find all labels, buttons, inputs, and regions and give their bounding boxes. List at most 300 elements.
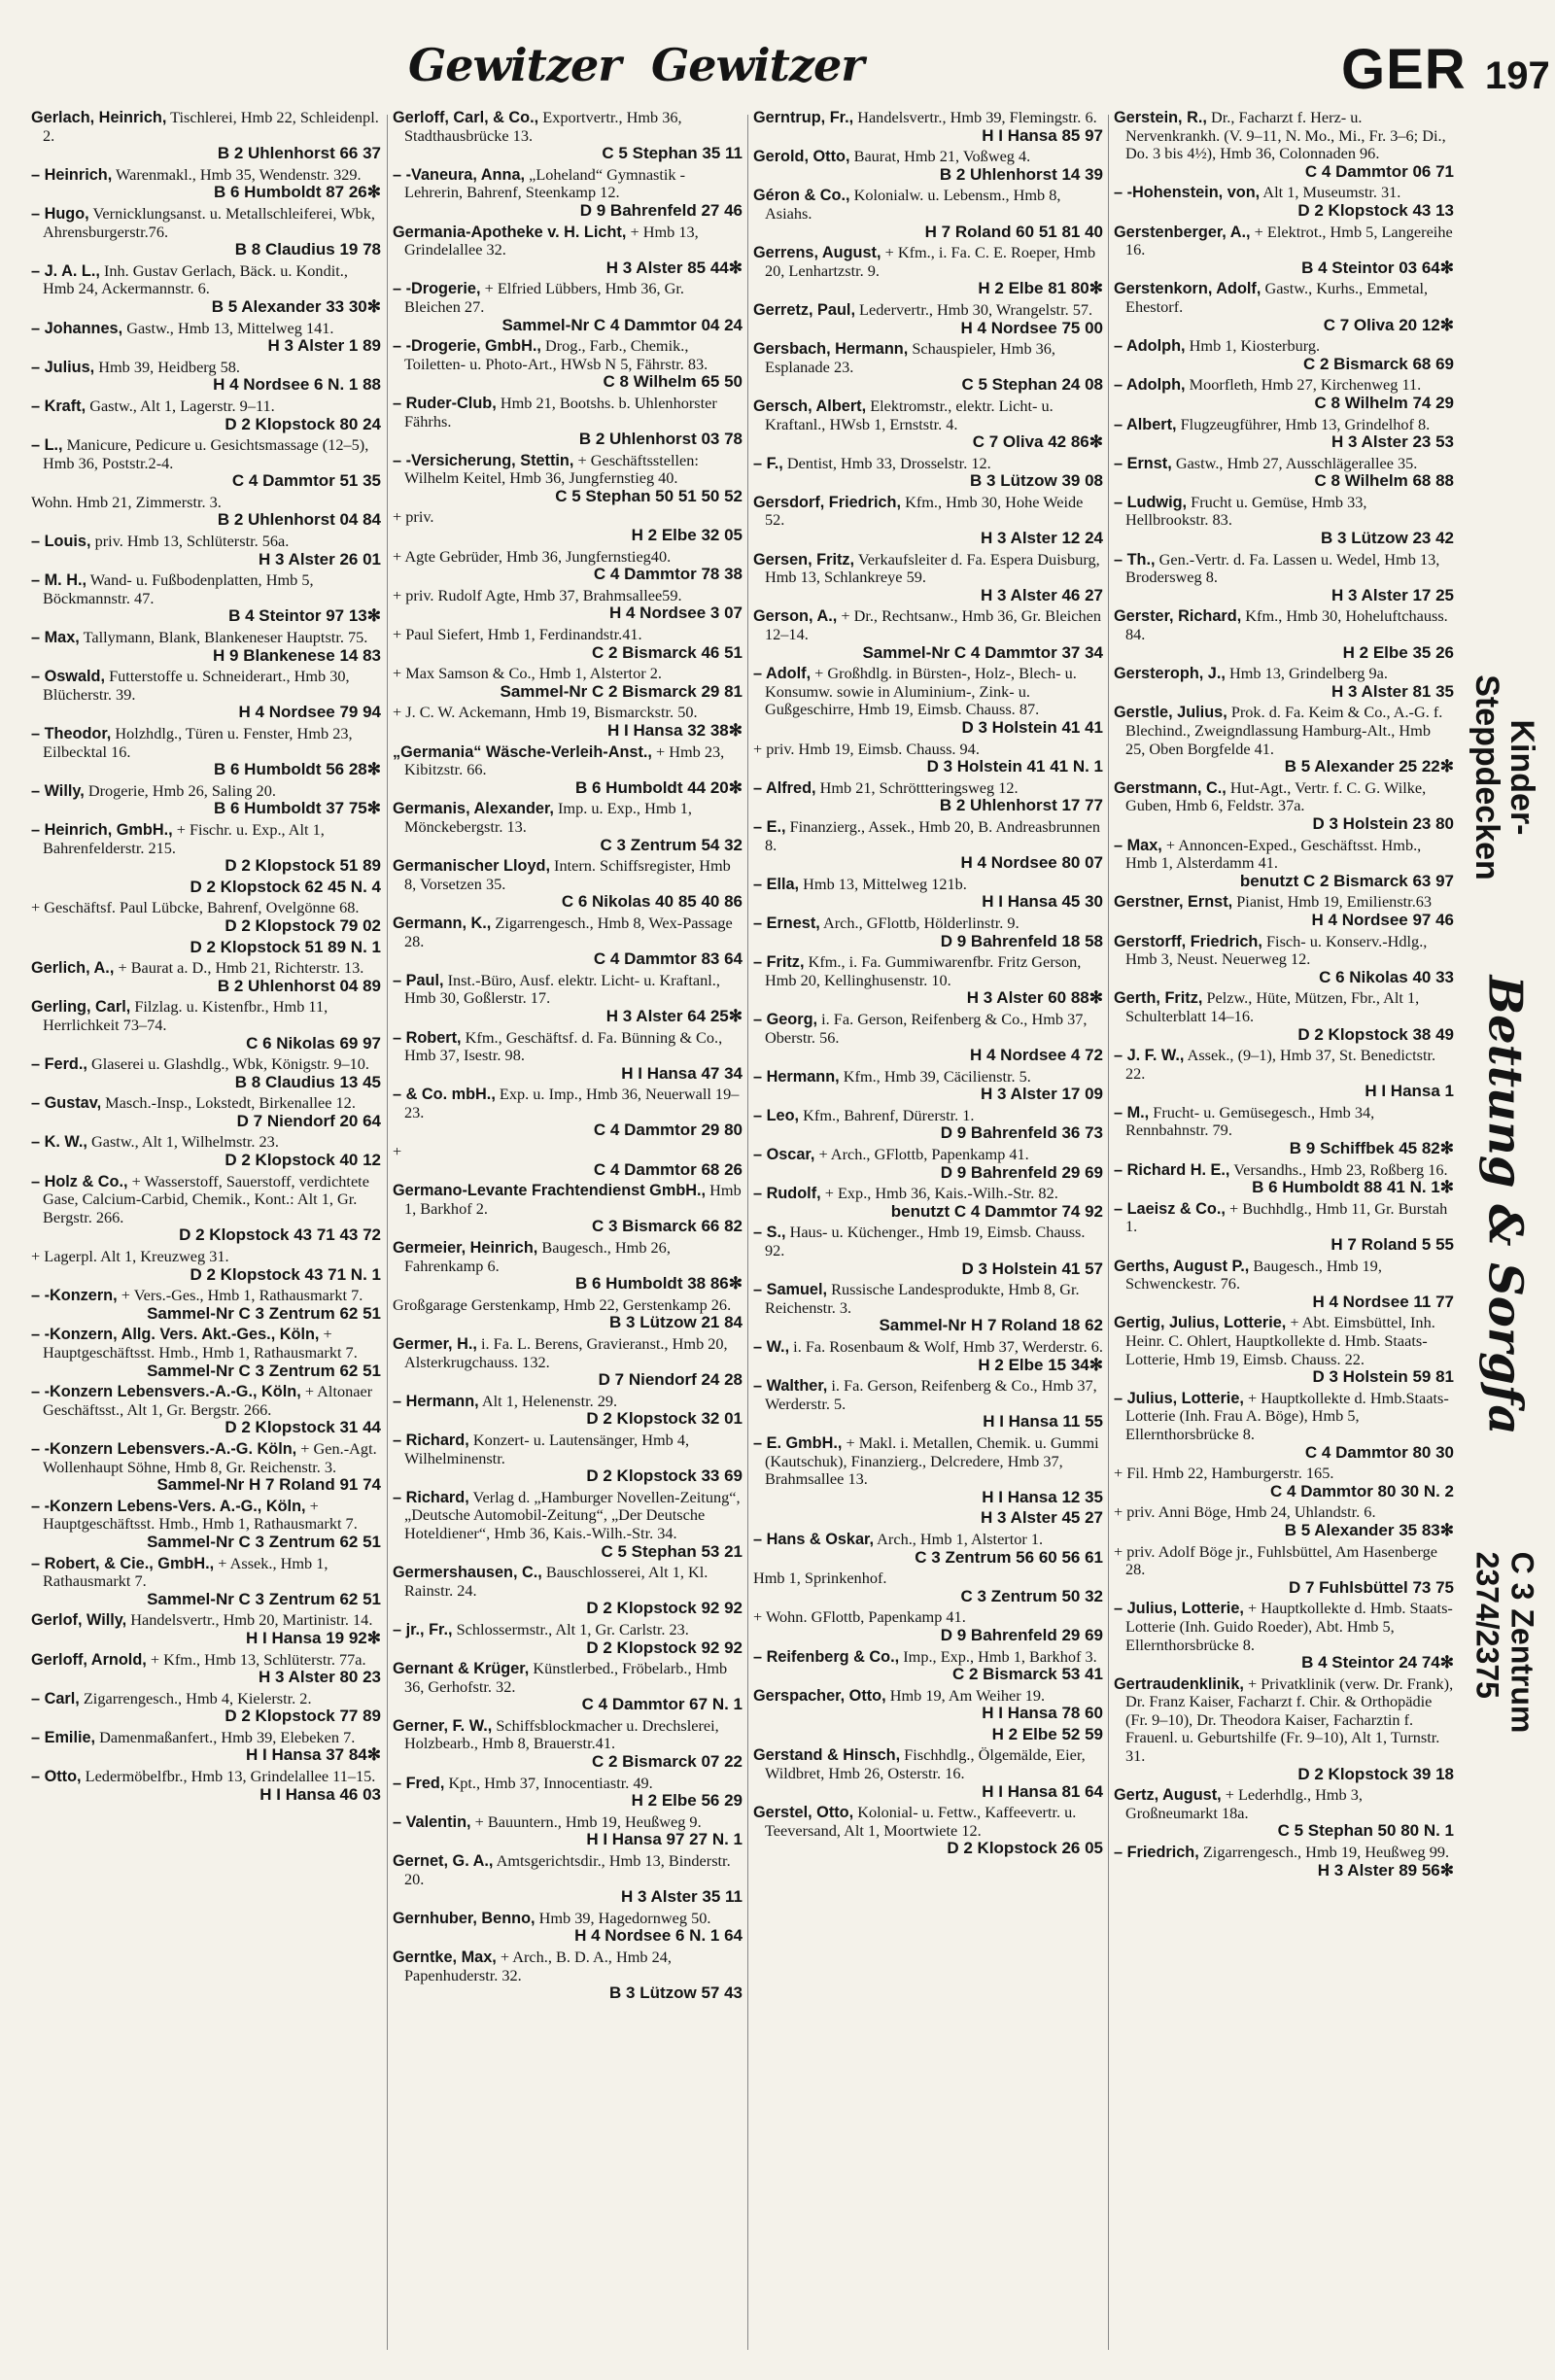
directory-entry xyxy=(753,148,1103,184)
directory-entry xyxy=(753,1509,1103,1528)
entry-text: Alt 1, Museumstr. 31. xyxy=(1262,183,1401,202)
directory-entry xyxy=(1114,933,1454,987)
entry-phone: H 2 Elbe 52 59 xyxy=(991,1724,1103,1743)
entry-name: – Johannes, xyxy=(31,319,123,337)
directory-entry xyxy=(393,704,743,740)
column-1 xyxy=(31,109,381,2363)
entry-text: Glaserei u. Glashdlg., Wbk, Königstr. 9–10. xyxy=(91,1054,369,1074)
directory-entry xyxy=(31,533,381,569)
entry-name: – Adolf, xyxy=(753,665,812,683)
entry-phone: D 3 Holstein 41 41 xyxy=(961,718,1103,737)
entry-text: + Arch., B. D. A., Hmb 24, Papenhuderstr. 32. xyxy=(404,1948,672,1984)
directory-entry xyxy=(31,1094,381,1130)
entry-phone: D 2 Klopstock 43 71 43 72 xyxy=(179,1225,381,1245)
entry-phone: D 7 Niendorf 20 64 xyxy=(236,1111,381,1130)
entry-phone: H I Hansa 45 30 xyxy=(982,892,1103,912)
entry-phone: B 2 Uhlenhorst 03 78 xyxy=(578,430,743,449)
entry-phone: B 4 Steintor 24 74✻ xyxy=(1301,1653,1454,1673)
entry-phone: D 7 Niendorf 24 28 xyxy=(598,1370,743,1390)
entry-text: + xyxy=(393,1142,402,1161)
entry-phone: C 8 Wilhelm 65 50 xyxy=(603,372,743,392)
entry-name: – -Konzern Lebensvers.-A.-G., Köln, xyxy=(31,1383,301,1401)
entry-name: – Georg, xyxy=(753,1010,818,1028)
entry-phone: B 4 Steintor 97 13✻ xyxy=(228,606,381,626)
directory-entry xyxy=(31,782,381,818)
entry-name: – Heinrich, GmbH., xyxy=(31,820,173,839)
entry-text: + Elektrot., Hmb 5, Langereihe 16. xyxy=(1125,222,1453,259)
entry-text: Moorfleth, Hmb 27, Kirchenweg 11. xyxy=(1189,375,1422,395)
entry-text: Zigarrengesch., Hmb 19, Heußweg 99. xyxy=(1202,1843,1450,1862)
entry-phone: B 3 Lützow 39 08 xyxy=(970,471,1103,491)
entry-name: – Kraft, xyxy=(31,397,86,415)
entry-text: Handelsvertr., Hmb 20, Martinistr. 14. xyxy=(130,1610,373,1630)
entry-name: – Max, xyxy=(1114,836,1162,854)
directory-entry xyxy=(1114,704,1454,776)
entry-phone: D 2 Klopstock 51 89 xyxy=(225,856,381,876)
entry-text: Flugzeugführer, Hmb 13, Grindelhof 8. xyxy=(1180,414,1431,433)
entry-name: – -Konzern, Allg. Vers. Akt.-Ges., Köln, xyxy=(31,1326,320,1344)
entry-phone: D 9 Bahrenfeld 29 69 xyxy=(940,1162,1103,1182)
entry-name: – Julius, Lotterie, xyxy=(1114,1389,1244,1407)
entry-phone: B 6 Humboldt 37 75✻ xyxy=(213,799,381,818)
entry-phone: D 9 Bahrenfeld 27 46 xyxy=(579,200,743,220)
entry-name: – Samuel, xyxy=(753,1281,828,1299)
entry-name: Gerstel, Otto, xyxy=(753,1804,854,1822)
entry-phone: C 8 Wilhelm 68 88 xyxy=(1314,471,1454,491)
directory-entry xyxy=(31,1133,381,1169)
directory-entry xyxy=(31,1555,381,1609)
entry-name: Gerntrup, Fr., xyxy=(753,109,854,126)
directory-entry xyxy=(753,187,1103,241)
entry-phone: D 2 Klopstock 80 24 xyxy=(225,414,381,433)
entry-phone: C 3 Zentrum 54 32 xyxy=(600,835,743,854)
entry-text: + priv. Adolf Böge jr., Fuhlsbüttel, Am Hasenberge 28. xyxy=(1114,1541,1437,1579)
directory-entry xyxy=(1114,280,1454,334)
directory-entry xyxy=(31,1326,381,1380)
entry-phone: B 2 Uhlenhorst 14 39 xyxy=(939,164,1103,184)
entry-text: + Agte Gebrüder, Hmb 36, Jungfernstieg40. xyxy=(393,546,672,566)
entry-phone: C 4 Dammtor 51 35 xyxy=(231,471,381,491)
entry-phone: H 7 Roland 5 55 xyxy=(1330,1235,1454,1255)
entry-name: – Ella, xyxy=(753,875,800,893)
directory-entry xyxy=(31,109,381,163)
entry-text: Verlag d. „Hamburger Novellen-Zeitung“, „Deutsche Automobil-Zeitung“, „Der Deutsche Hoteldiener“, Hmb 36, Kais.-Wilh.-Str. 34. xyxy=(404,1487,741,1542)
entry-text: + Altonaer Geschäftsst., Alt 1, Gr. Bergstr. 266. xyxy=(43,1382,373,1419)
entry-text: i. Fa. Gerson, Reifenberg & Co., Hmb 37, Werderstr. 5. xyxy=(765,1376,1097,1413)
entry-name: Gerrens, August, xyxy=(753,244,881,262)
entry-phone: B 5 Alexander 35 83✻ xyxy=(1284,1520,1454,1539)
entry-text: Filzlag. u. Kistenfbr., Hmb 11, Herrlichkeit 73–74. xyxy=(43,997,328,1034)
entry-text: + priv. xyxy=(393,507,434,527)
entry-text: Kfm., Hmb 30, Hoheluftchauss. 84. xyxy=(1125,606,1448,644)
entry-phone: B 5 Alexander 25 22✻ xyxy=(1284,757,1454,776)
entry-phone: H 3 Alster 64 25✻ xyxy=(605,1006,743,1025)
entry-phone: B 2 Uhlenhorst 17 77 xyxy=(939,796,1103,815)
entry-text: + Gen.-Agt. Wollenhaupt Söhne, Hmb 8, Gr. Reichenstr. 3. xyxy=(43,1438,377,1476)
directory-entry xyxy=(753,1011,1103,1065)
entry-text: Versandhs., Hmb 23, Roßberg 16. xyxy=(1233,1159,1448,1179)
page-number: 197 xyxy=(1485,54,1550,97)
directory-entry xyxy=(393,1775,743,1811)
entry-name: – Laeisz & Co., xyxy=(1114,1199,1226,1218)
directory-entry xyxy=(31,668,381,722)
entry-phone: C 3 Zentrum 56 60 56 61 xyxy=(915,1547,1103,1567)
entry-text: Ledermöbelfbr., Hmb 13, Grindelallee 11–15. xyxy=(85,1767,376,1786)
entry-phone: C 4 Dammtor 83 64 xyxy=(593,949,743,969)
entry-text: Fisch- u. Konserv.-Hdlg., Hmb 3, Neust. Neuerweg 12. xyxy=(1125,931,1428,969)
entry-name: – K. W., xyxy=(31,1133,87,1152)
entry-name: „Germania“ Wäsche-Verleih-Anst., xyxy=(393,742,652,761)
entry-text: Imp., Exp., Hmb 1, Barkhof 3. xyxy=(903,1646,1097,1666)
entry-phone: H 3 Alster 45 27 xyxy=(981,1508,1103,1528)
directory-entry xyxy=(753,301,1103,337)
entry-name: – Valentin, xyxy=(393,1812,471,1831)
directory-entry xyxy=(393,1621,743,1657)
directory-entry xyxy=(393,1660,743,1714)
running-head-right: Gewitzer xyxy=(651,39,864,91)
entry-text: + Hauptkollekte d. Hmb.Staats-Lotterie (Inh. Frau A. Böge), Hmb 5, Ellernthorsbrücke 8. xyxy=(1125,1388,1449,1443)
entry-phone: C 6 Nikolas 69 97 xyxy=(246,1033,381,1052)
sidebar-ad-kinder xyxy=(1468,622,1541,933)
entry-phone: H 3 Alster 89 56✻ xyxy=(1317,1860,1454,1880)
entry-text: Kpt., Hmb 37, Innocentiastr. 49. xyxy=(448,1773,653,1792)
entry-text: Gastw., Alt 1, Lagerstr. 9–11. xyxy=(89,396,275,415)
entry-name: – Hermann, xyxy=(393,1392,479,1410)
entry-text: Hmb 21, Bootshs. b. Uhlenhorster Fährhs. xyxy=(404,393,717,431)
entry-name: Germania-Apotheke v. H. Licht, xyxy=(393,223,627,241)
directory-entry xyxy=(1114,1465,1454,1500)
entry-text: Zigarrengesch., Hmb 8, Wex-Passage 28. xyxy=(404,913,733,950)
directory-entry xyxy=(1114,1600,1454,1672)
entry-name: Gerntke, Max, xyxy=(393,1949,497,1966)
entry-text: Gastw., Hmb 27, Ausschlägerallee 35. xyxy=(1175,453,1418,472)
directory-entry xyxy=(393,1143,743,1179)
entry-text: + Paul Siefert, Hmb 1, Ferdinandstr.41. xyxy=(393,625,642,644)
entry-phone: C 6 Nikolas 40 33 xyxy=(1319,967,1454,986)
entry-phone: H I Hansa 12 35 xyxy=(982,1487,1103,1506)
entry-phone: C 4 Dammtor 78 38 xyxy=(593,565,743,584)
entry-phone: Sammel-Nr C 4 Dammtor 37 34 xyxy=(862,642,1103,662)
entry-name: – Fritz, xyxy=(753,953,805,972)
directory-entry xyxy=(753,779,1103,815)
entry-name: Gersdorf, Friedrich, xyxy=(753,493,901,511)
directory-entry xyxy=(393,1296,743,1332)
entry-name: – Reifenberg & Co., xyxy=(753,1647,900,1666)
entry-phone: H 2 Elbe 56 29 xyxy=(631,1791,743,1811)
directory-entry xyxy=(1114,1675,1454,1784)
directory-entry xyxy=(393,914,743,969)
directory-entry xyxy=(31,1729,381,1765)
entry-name: Gerold, Otto, xyxy=(753,148,850,166)
entry-name: – J. A. L., xyxy=(31,261,100,280)
entry-phone: D 2 Klopstock 32 01 xyxy=(586,1409,743,1429)
entry-text: + Kfm., i. Fa. C. E. Roeper, Hmb 20, Lenhartzstr. 9. xyxy=(765,243,1096,280)
column-rule xyxy=(1108,115,1109,2350)
directory-entry xyxy=(1114,893,1454,929)
entry-phone: H I Hansa 47 34 xyxy=(621,1063,743,1083)
directory-entry xyxy=(1114,109,1454,181)
entry-phone: D 3 Holstein 41 57 xyxy=(961,1259,1103,1278)
entry-text: Fischhdlg., Ölgemälde, Eier, Wildbret, Hmb 26, Osterstr. 16. xyxy=(765,1745,1086,1783)
entry-phone: H 3 Alster 46 27 xyxy=(981,585,1103,604)
entry-phone: H 7 Roland 60 51 81 40 xyxy=(924,222,1103,241)
entry-text: Amtsgerichtsdir., Hmb 13, Binderstr. 20. xyxy=(404,1851,731,1888)
entry-name: Germann, K., xyxy=(393,914,492,932)
directory-entry xyxy=(753,397,1103,452)
directory-entry xyxy=(753,818,1103,873)
entry-text: + Fischr. u. Exp., Alt 1, Bahrenfelderstr. 215. xyxy=(43,819,325,857)
entry-phone: C 4 Dammtor 80 30 xyxy=(1304,1442,1454,1462)
directory-entry xyxy=(393,1335,743,1390)
directory-entry xyxy=(393,1489,743,1561)
entry-name: – Hans & Oskar, xyxy=(753,1530,874,1548)
entry-phone: C 2 Bismarck 46 51 xyxy=(592,642,743,662)
directory-entry xyxy=(1114,1314,1454,1386)
directory-entry xyxy=(753,1185,1103,1221)
entry-text: „Loheland“ Gymnastik - Lehrerin, Bahrenf, Steenkamp 12. xyxy=(404,164,686,202)
directory-entry xyxy=(31,899,381,935)
directory-entry xyxy=(31,1383,381,1437)
entry-phone: C 5 Stephan 24 08 xyxy=(961,375,1103,395)
entry-text: Gastw., Kurhs., Emmetal, Ehestorf. xyxy=(1125,279,1429,316)
entry-text: Baugesch., Hmb 19, Schwenckestr. 76. xyxy=(1125,1256,1382,1293)
entry-phone: D 2 Klopstock 33 69 xyxy=(586,1466,743,1486)
entry-name: – -Versicherung, Stettin, xyxy=(393,451,574,469)
entry-text: Gen.-Vertr. d. Fa. Lassen u. Wedel, Hmb 13, Brodersweg 8. xyxy=(1125,549,1440,587)
entry-phone: H 4 Nordsee 97 46 xyxy=(1311,910,1454,929)
entry-phone: C 2 Bismarck 53 41 xyxy=(952,1665,1103,1684)
directory-entry xyxy=(31,1498,381,1552)
entry-text: Manicure, Pedicure u. Gesichtsmassage (12–5), Hmb 36, Poststr.2-4. xyxy=(43,435,369,472)
directory-entry xyxy=(1114,224,1454,278)
entry-name: Gerth, Fritz, xyxy=(1114,989,1203,1008)
entry-text: Damenmaßanfert., Hmb 39, Elebeken 7. xyxy=(99,1727,356,1746)
directory-entry xyxy=(753,1377,1103,1431)
entry-text: Kfm., Hmb 30, Hohe Weide 52. xyxy=(765,492,1084,530)
entry-phone: C 4 Dammtor 67 N. 1 xyxy=(581,1695,743,1714)
entry-phone: B 3 Lützow 57 43 xyxy=(609,1983,743,2003)
entry-phone: B 6 Humboldt 87 26✻ xyxy=(213,183,381,202)
directory-entry xyxy=(31,205,381,259)
entry-name: Gerstand & Hinsch, xyxy=(753,1746,901,1765)
directory-entry xyxy=(31,1248,381,1284)
column-rule xyxy=(387,115,388,2350)
entry-name: – Gustav, xyxy=(31,1094,102,1113)
column-4 xyxy=(1114,109,1454,2363)
entry-text: + Makl. i. Metallen, Chemik. u. Gummi (Kautschuk), Finanzierg., Delcredere, Hmb 37, Brahmsallee 13. xyxy=(765,1432,1099,1489)
entry-text: i. Fa. Rosenbaum & Wolf, Hmb 37, Werderstr. 6. xyxy=(793,1337,1103,1356)
entry-name: – Leo, xyxy=(753,1106,800,1124)
directory-entry xyxy=(31,959,381,995)
entry-name: – Friedrich, xyxy=(1114,1844,1199,1862)
directory-entry xyxy=(393,224,743,278)
entry-phone: C 2 Bismarck 68 69 xyxy=(1303,354,1454,373)
entry-phone: D 9 Bahrenfeld 18 58 xyxy=(940,931,1103,950)
entry-name: – Oswald, xyxy=(31,668,106,686)
entry-name: Gerlach, Heinrich, xyxy=(31,109,167,126)
entry-phone: H 9 Blankenese 14 83 xyxy=(213,645,381,665)
entry-text: Hmb 39, Hagedornweg 50. xyxy=(538,1908,711,1927)
entry-phone: D 2 Klopstock 43 13 xyxy=(1297,200,1454,220)
directory-entry xyxy=(31,320,381,356)
entry-text: Verkaufsleiter d. Fa. Espera Duisburg, Hmb 13, Schlankreye 59. xyxy=(765,549,1100,587)
entry-text: Drog., Farb., Chemik., Toiletten- u. Photo-Art., HWsb N 5, Fährstr. 83. xyxy=(404,336,708,373)
directory-entry xyxy=(31,821,381,876)
entry-text: + Hauptkollekte d. Hmb. Staats-Lotterie (Inh. Guido Roeder), Abt. Hmb 5, Ellernthorsbrücke 8. xyxy=(1125,1599,1453,1654)
entry-name: Gersbach, Hermann, xyxy=(753,340,909,359)
directory-entry xyxy=(753,494,1103,548)
entry-name: – Ruder-Club, xyxy=(393,394,497,412)
directory-entry xyxy=(31,1440,381,1495)
directory-entry xyxy=(31,571,381,626)
entry-phone: H I Hansa 81 64 xyxy=(982,1781,1103,1801)
entry-text: Warenmakl., Hmb 35, Wendenstr. 329. xyxy=(116,164,362,184)
entry-name: – J. F. W., xyxy=(1114,1047,1185,1065)
entry-phone: H 4 Nordsee 80 07 xyxy=(960,853,1103,873)
entry-phone: C 4 Dammtor 06 71 xyxy=(1304,161,1454,181)
entry-text: + Geschäftsf. Paul Lübcke, Bahrenf, Ovelgönne 68. xyxy=(31,898,360,917)
entry-phone: B 3 Lützow 23 42 xyxy=(1321,529,1454,548)
entry-phone: H 4 Nordsee 6 N. 1 88 xyxy=(213,375,381,395)
entry-phone: D 2 Klopstock 79 02 xyxy=(225,915,381,935)
directory-entry xyxy=(393,1910,743,1946)
directory-entry xyxy=(753,1068,1103,1104)
directory-entry xyxy=(31,998,381,1052)
sidebar-ad-bettung-text: Bettung & Sorgfa xyxy=(1477,975,1533,1435)
entry-name: Germer, H., xyxy=(393,1335,477,1353)
directory-entry xyxy=(393,587,743,623)
directory-entry xyxy=(753,1687,1103,1723)
directory-entry xyxy=(31,359,381,395)
directory-entry xyxy=(393,665,743,701)
entry-text: + Assek., Hmb 1, Rathausmarkt 7. xyxy=(43,1553,328,1591)
entry-text: Elektromstr., elektr. Licht- u. Kraftanl., HWsb 1, Ernststr. 4. xyxy=(765,396,1054,433)
entry-name: Germanischer Lloyd, xyxy=(393,857,550,876)
entry-text: + Wasserstoff, Sauerstoff, verdichtete Gase, Calcium-Carbid, Chemik., Kont.: Alt 1, Gr. Bergstr. 266. xyxy=(43,1171,369,1226)
directory-entry xyxy=(753,1338,1103,1374)
entry-phone: Sammel-Nr H 7 Roland 18 62 xyxy=(879,1316,1103,1335)
entry-name: Gerlof, Willy, xyxy=(31,1611,127,1630)
entry-phone: Sammel-Nr C 3 Zentrum 62 51 xyxy=(147,1589,381,1608)
running-head-left: Gewitzer xyxy=(408,39,621,91)
directory-entry xyxy=(31,879,381,897)
entry-name: – Carl, xyxy=(31,1689,80,1707)
directory-entry xyxy=(753,1569,1103,1605)
directory-entry xyxy=(1114,665,1454,701)
entry-text: i. Fa. Gerson, Reifenberg & Co., Hmb 37, Oberstr. 56. xyxy=(765,1009,1088,1047)
entry-text: + Abt. Eimsbüttel, Inh. Heinr. C. Ohlert, Hauptkollekte d. Hmb. Staats-Lotterie, Hmb 19, Eimsb. Chauss. 22. xyxy=(1125,1313,1435,1368)
directory-entry xyxy=(753,1224,1103,1278)
entry-text: + Geschäftsstellen: Wilhelm Keitel, Hmb 36, Jungfernstieg 40. xyxy=(404,450,699,488)
entry-name: – -Konzern Lebens-Vers. A.-G., Köln, xyxy=(31,1497,306,1515)
directory-entry xyxy=(31,1173,381,1245)
entry-name: Gerstle, Julius, xyxy=(1114,704,1227,722)
entry-text: Kolonialw. u. Lebensm., Hmb 8, Asiahs. xyxy=(765,186,1061,223)
entry-phone: Sammel-Nr C 2 Bismarck 29 81 xyxy=(500,681,743,701)
entry-phone: H 3 Alster 60 88✻ xyxy=(966,988,1103,1008)
directory-entry xyxy=(1114,1503,1454,1539)
entry-text: Kfm., Hmb 39, Cäcilienstr. 5. xyxy=(843,1066,1031,1086)
entry-phone: C 5 Stephan 53 21 xyxy=(601,1541,743,1561)
entry-name: – E. GmbH., xyxy=(753,1433,843,1452)
directory-entry xyxy=(753,1107,1103,1143)
entry-phone: B 2 Uhlenhorst 66 37 xyxy=(217,144,381,163)
entry-name: – Max, xyxy=(31,629,80,647)
entry-phone: H 3 Alster 17 09 xyxy=(981,1085,1103,1104)
entry-phone: B 3 Lützow 21 84 xyxy=(609,1313,743,1332)
directory-entry xyxy=(1114,184,1454,220)
entry-text: Hmb 13, Mittelweg 121b. xyxy=(803,874,967,893)
entry-phone: H 4 Nordsee 11 77 xyxy=(1312,1292,1454,1311)
directory-entry xyxy=(31,166,381,202)
entry-text: Hmb 19, Am Weiher 19. xyxy=(889,1685,1046,1705)
entry-phone: Sammel-Nr C 4 Dammtor 04 24 xyxy=(501,315,743,334)
entry-name: Gernet, G. A., xyxy=(393,1852,494,1871)
directory-entry xyxy=(31,939,381,957)
directory-entry xyxy=(753,953,1103,1008)
entry-text: + Elfried Lübbers, Hmb 36, Gr. Bleichen 27. xyxy=(404,279,684,316)
entry-name: Germanis, Alexander, xyxy=(393,800,554,818)
entry-phone: C 4 Dammtor 68 26 xyxy=(593,1159,743,1179)
entry-phone: H I Hansa 1 xyxy=(1365,1082,1454,1101)
directory-entry xyxy=(1114,1543,1454,1598)
entry-text: Assek., (9–1), Hmb 37, St. Benedictstr. 22. xyxy=(1125,1046,1436,1083)
column-rule xyxy=(747,115,748,2350)
entry-text: Wohn. Hmb 21, Zimmerstr. 3. xyxy=(31,492,222,511)
entry-text: Masch.-Insp., Lokstedt, Birkenallee 12. xyxy=(105,1093,356,1113)
directory-entry xyxy=(753,1608,1103,1644)
entry-name: Gerspacher, Otto, xyxy=(753,1686,886,1705)
directory-entry xyxy=(753,455,1103,491)
entry-text: Kolonial- u. Fettw., Kaffeevertr. u. Teeversand, Alt 1, Moortwiete 12. xyxy=(765,1803,1077,1840)
entry-name: Gerths, August P., xyxy=(1114,1257,1250,1275)
entry-text: + Hauptgeschäftsst. Hmb., Hmb 1, Rathausmarkt 7. xyxy=(43,1496,358,1534)
directory-entry xyxy=(31,1690,381,1726)
entry-text: Gastw., Alt 1, Wilhelmstr. 23. xyxy=(90,1132,279,1152)
directory-entry xyxy=(1114,337,1454,373)
entry-text: Haus- u. Küchenger., Hmb 19, Eimsb. Chauss. 92. xyxy=(765,1223,1086,1260)
sidebar-ad-bettung xyxy=(1468,972,1541,1438)
directory-entry xyxy=(1114,455,1454,491)
entry-text: + Buchhdlg., Hmb 11, Gr. Burstah 1. xyxy=(1125,1198,1448,1236)
entry-text: Inh. Gustav Gerlach, Bäck. u. Kondit., Hmb 24, Ackermannstr. 6. xyxy=(43,260,348,298)
directory-entry xyxy=(1114,376,1454,412)
entry-phone: D 2 Klopstock 77 89 xyxy=(225,1707,381,1726)
entry-phone: C 3 Bismarck 66 82 xyxy=(592,1217,743,1236)
directory-entry xyxy=(1114,607,1454,662)
entry-phone: C 2 Bismarck 07 22 xyxy=(592,1752,743,1772)
sidebar-ad-kinder-text: Kinder- Steppdecken xyxy=(1469,674,1540,880)
entry-phone: C 5 Stephan 50 80 N. 1 xyxy=(1277,1821,1454,1841)
directory-entry xyxy=(31,397,381,433)
entry-text: Hmb 13, Grindelberg 9a. xyxy=(1229,664,1388,683)
entry-name: – Richard H. E., xyxy=(1114,1160,1230,1179)
entry-phone: D 2 Klopstock 43 71 N. 1 xyxy=(190,1264,381,1284)
entry-phone: C 7 Oliva 42 86✻ xyxy=(972,432,1103,452)
entry-text: + Baurat a. D., Hmb 21, Richterstr. 13. xyxy=(118,958,364,978)
entry-text: Baugesch., Hmb 26, Fahrenkamp 6. xyxy=(404,1238,671,1275)
directory-entry xyxy=(1114,779,1454,834)
directory-entry xyxy=(1114,551,1454,605)
entry-name: Gerner, F. W., xyxy=(393,1716,493,1735)
entry-name: Gerstner, Ernst, xyxy=(1114,893,1233,912)
entry-text: Hmb 21, Schröttteringsweg 12. xyxy=(819,777,1019,797)
entry-name: – Heinrich, xyxy=(31,165,113,184)
entry-name: Gersteroph, J., xyxy=(1114,665,1226,683)
entry-name: – Theodor, xyxy=(31,725,112,742)
entry-phone: H 4 Nordsee 4 72 xyxy=(969,1046,1103,1065)
directory-entry xyxy=(31,1768,381,1804)
